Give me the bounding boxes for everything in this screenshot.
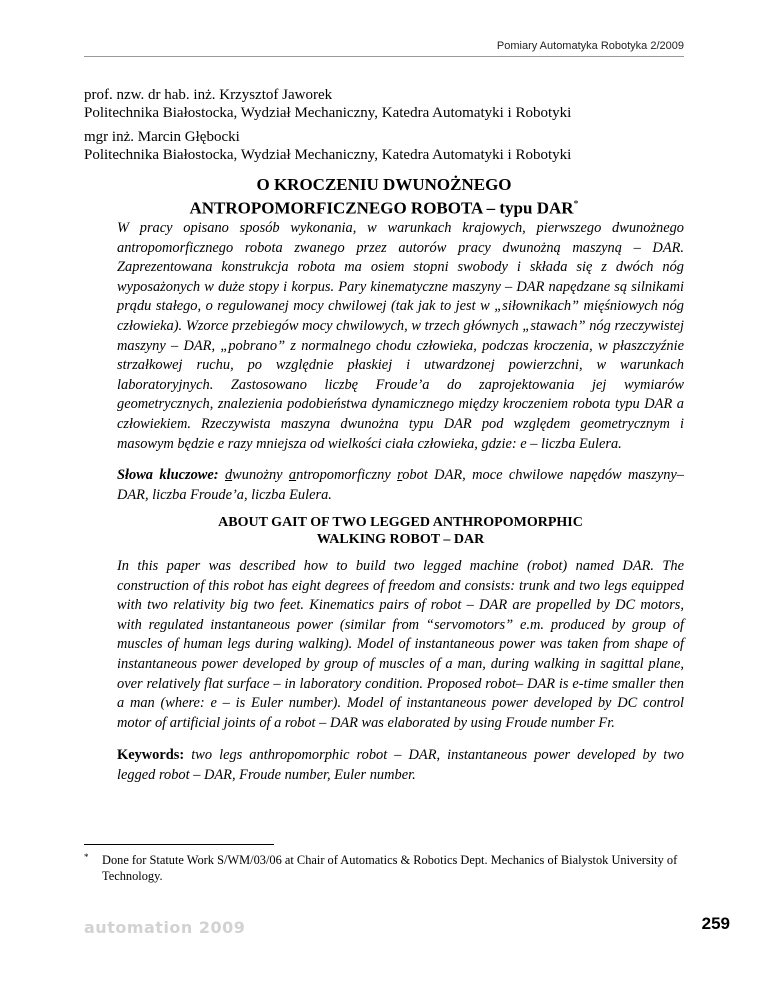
keywords-en-text: two legs anthropomorphic robot – DAR, instantaneous power developed by two legged robot – DAR, Froude number, Euler number. [117,747,684,783]
footer-brand: automation 2009 [84,918,246,937]
author-1-name: prof. nzw. dr hab. inż. Krzysztof Jaworek [84,87,333,103]
title-pl-line2: ANTROPOMORFICZNEGO ROBOTA – typu DAR [189,198,574,218]
title-en-line1: ABOUT GAIT OF TWO LEGGED ANTHROPOMORPHIC [218,515,583,530]
abstract-en: In this paper was described how to build two legged machine (robot) named DAR. The construction of this robot has eight degrees of freedom and consists: trunk and two legs equipped with two relativity big two feet. Kinematics pairs of robot – DAR are propelled by DC motors, with regulated instantaneous power (similar from “servomotors” e.m. produced by group of muscles of human legs during walking). Model of instantaneous power was taken from shape of instantaneous power developed by group of muscles of a man, during walking in sagittal plane, over relatively flat surface – in laboratory condition. Proposed robot– DAR is e-time smaller then a man (where: e – is Euler number). Model of instantaneous power developed by DC control motor of artificial joints of a robot – DAR was elaborated by using Froude number Fr. [117,558,684,731]
journal-header: Pomiary Automatyka Robotyka 2/2009 [496,40,684,52]
footnote-mark: * [84,852,89,862]
keywords-pl [117,466,684,505]
footnote-text: Done for Statute Work S/WM/03/06 at Chair of Automatics & Robotics Dept. Mechanics of Bialystok University of Technology. [102,853,678,883]
keywords-pl-text: dwunożny antropomorficzny robot DAR, moce chwilowe napędów maszyny– DAR, liczba Froude’a, liczba Eulera. [117,467,684,503]
author-2-name: mgr inż. Marcin Głębocki [84,129,240,145]
author-2-affiliation: Politechnika Białostocka, Wydział Mechaniczny, Katedra Automatyki i Robotyki [84,147,572,163]
title-pl-line2-wrap [84,195,684,219]
keywords-en [117,746,684,785]
footnote-rule [84,844,274,845]
page-number: 259 [701,914,730,933]
author-1-affiliation: Politechnika Białostocka, Wydział Mechaniczny, Katedra Automatyki i Robotyki [84,105,572,121]
header-rule [84,56,684,57]
abstract-pl: W pracy opisano sposób wykonania, w warunkach krajowych, pierwszego dwunożnego antropomorficznego robota zwanego przez autorów pracy dwunożną maszyną – DAR. Zaprezentowana konstrukcja robota ma osiem stopni swobody i składa się z dwóch nóg wyposażonych w duże stopy i korpus. Pary kinematyczne maszyny – DAR napędzane są silnikami prądu stałego, o regulowanej mocy chwilowej (tak jak to jest w „siłownikach” mięśniowych nóg człowieka). Wzorce przebiegów mocy chwilowych, w trzech głównych „stawach” nóg rzeczywistej maszyny – DAR, „pobrano” z normalnego chodu człowieka, podczas kroczenia, w płaszczyźnie strzałkowej ruchu, po względnie płaskiej i utwardzonej powierzchni, w warunkach laboratoryjnych. Zastosowano liczbę Froude’a do zaprojektowania jej wymiarów geometrycznych, znalezienia podobieństwa dynamicznego między kroczeniem robota typu DAR a człowiekiem. Rzeczywista maszyna dwunożna typu DAR pod względem geometrycznym i masowym będzie e razy mniejsza od wielkości ciała człowieka, gdzie: e – liczba Eulera. [117,220,684,452]
keywords-en-label: Keywords: [117,747,185,763]
keywords-pl-label: Słowa kluczowe: [117,467,219,483]
title-pl [84,175,684,219]
title-en [117,514,684,548]
title-footnote-mark: * [573,199,579,210]
title-en-line2: WALKING ROBOT – DAR [316,532,485,547]
title-pl-line1: O KROCZENIU DWUNOŻNEGO [256,175,512,194]
